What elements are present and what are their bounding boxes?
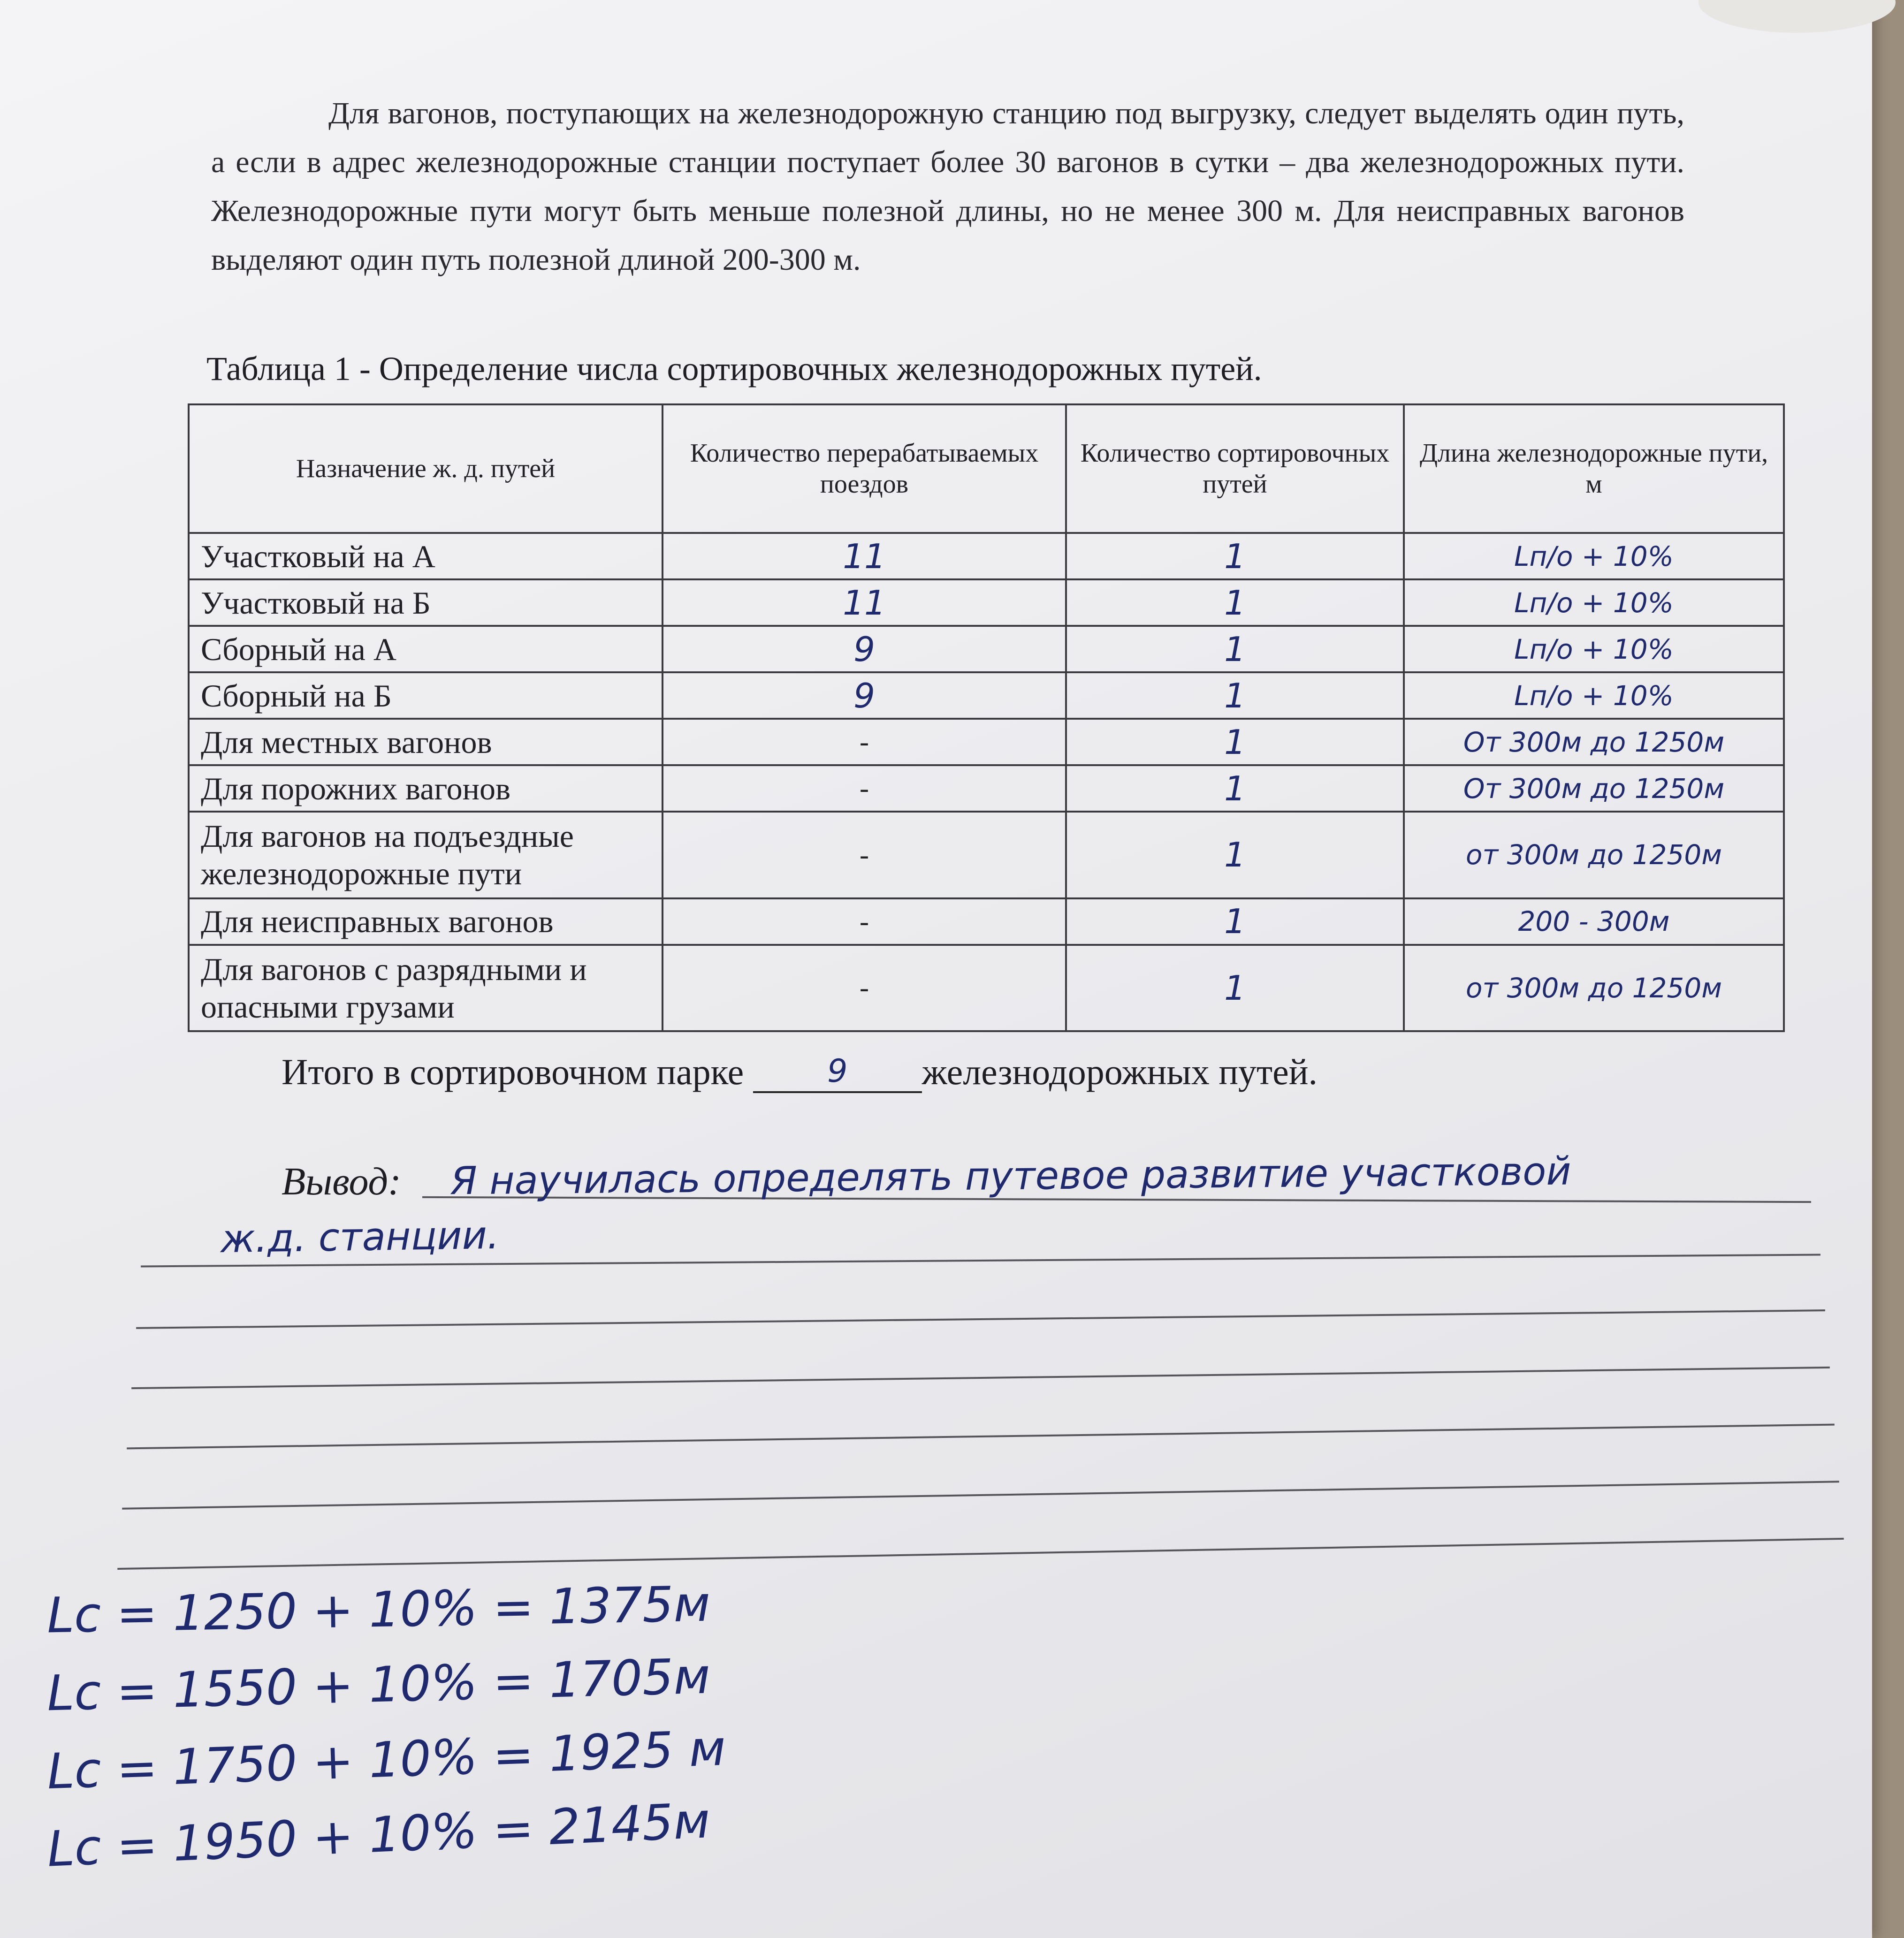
row-name: Участковый на А bbox=[189, 533, 663, 579]
row-trains: - bbox=[663, 765, 1066, 812]
row-tracks: 1 bbox=[1066, 945, 1404, 1032]
table-row bbox=[189, 765, 1784, 812]
row-trains: 9 bbox=[663, 672, 1066, 719]
row-name: Участковый на Б bbox=[189, 579, 663, 626]
row-tracks: 1 bbox=[1066, 765, 1404, 812]
table-row bbox=[189, 719, 1784, 765]
row-trains: - bbox=[663, 945, 1066, 1032]
total-prefix: Итого в сортировочном парке bbox=[282, 1051, 744, 1092]
row-tracks: 1 bbox=[1066, 579, 1404, 626]
header-purpose: Назначение ж. д. путей bbox=[189, 404, 663, 533]
table-row bbox=[189, 898, 1784, 945]
row-tracks: 1 bbox=[1066, 898, 1404, 945]
table-row bbox=[189, 626, 1784, 672]
row-trains: 9 bbox=[663, 626, 1066, 672]
table-caption: Таблица 1 - Определение числа сортировочных железнодорожных путей. bbox=[206, 350, 1262, 388]
row-trains: - bbox=[663, 719, 1066, 765]
row-tracks: 1 bbox=[1066, 533, 1404, 579]
row-length: от 300м до 1250м bbox=[1404, 812, 1784, 898]
row-tracks: 1 bbox=[1066, 719, 1404, 765]
total-suffix: железнодорожных путей. bbox=[922, 1051, 1318, 1092]
formula-line-1: Lc = 1250 + 10% = 1375м bbox=[46, 1575, 711, 1644]
formula-line-3: Lc = 1750 + 10% = 1925 м bbox=[46, 1719, 727, 1801]
formula-line-2: Lc = 1550 + 10% = 1705м bbox=[46, 1647, 711, 1722]
total-line bbox=[282, 1051, 1318, 1093]
row-trains: 11 bbox=[663, 533, 1066, 579]
row-length: Lп/о + 10% bbox=[1404, 672, 1784, 719]
row-length: От 300м до 1250м bbox=[1404, 719, 1784, 765]
table-row bbox=[189, 672, 1784, 719]
row-length: 200 - 300м bbox=[1404, 898, 1784, 945]
row-tracks: 1 bbox=[1066, 812, 1404, 898]
total-value: 9 bbox=[753, 1052, 922, 1093]
table-header-row bbox=[189, 404, 1784, 533]
conclusion-line-1: Я научилась определять путевое развитие участковой bbox=[450, 1149, 1572, 1204]
table-row bbox=[189, 579, 1784, 626]
row-trains: - bbox=[663, 812, 1066, 898]
row-name: Для неисправных вагонов bbox=[189, 898, 663, 945]
header-trains: Количество перерабатываемых поездов bbox=[663, 404, 1066, 533]
row-length: Lп/о + 10% bbox=[1404, 626, 1784, 672]
row-trains: - bbox=[663, 898, 1066, 945]
row-tracks: 1 bbox=[1066, 672, 1404, 719]
row-name: Для вагонов с разрядными и опасными грузами bbox=[189, 945, 663, 1032]
row-tracks: 1 bbox=[1066, 626, 1404, 672]
row-length: Lп/о + 10% bbox=[1404, 533, 1784, 579]
row-length: Lп/о + 10% bbox=[1404, 579, 1784, 626]
table-row bbox=[189, 945, 1784, 1032]
header-tracks: Количество сортировочных путей bbox=[1066, 404, 1404, 533]
row-length: От 300м до 1250м bbox=[1404, 765, 1784, 812]
header-length: Длина железнодорожные пути, м bbox=[1404, 404, 1784, 533]
tracks-table bbox=[188, 403, 1785, 1032]
conclusion-label: Вывод: bbox=[282, 1160, 401, 1203]
row-name: Сборный на А bbox=[189, 626, 663, 672]
row-trains: 11 bbox=[663, 579, 1066, 626]
row-name: Для местных вагонов bbox=[189, 719, 663, 765]
row-length: от 300м до 1250м bbox=[1404, 945, 1784, 1032]
table-row bbox=[189, 812, 1784, 898]
conclusion-line-2: ж.д. станции. bbox=[220, 1213, 500, 1262]
row-name: Для порожних вагонов bbox=[189, 765, 663, 812]
table-row bbox=[189, 533, 1784, 579]
intro-paragraph: Для вагонов, поступающих на железнодорожную станцию под выгрузку, следует выделять один путь, а если в адрес железнодорожные станции поступает более 30 вагонов в сутки – два железнодорожных пути. Железнодорожные пути могут быть меньше полезной длины, но не менее 300 м. Для неисправных вагонов выделяют один путь полезной длиной 200-300 м. bbox=[211, 96, 1684, 277]
formula-line-4: Lc = 1950 + 10% = 2145м bbox=[46, 1792, 711, 1878]
row-name: Сборный на Б bbox=[189, 672, 663, 719]
row-name: Для вагонов на подъездные железнодорожные пути bbox=[189, 812, 663, 898]
